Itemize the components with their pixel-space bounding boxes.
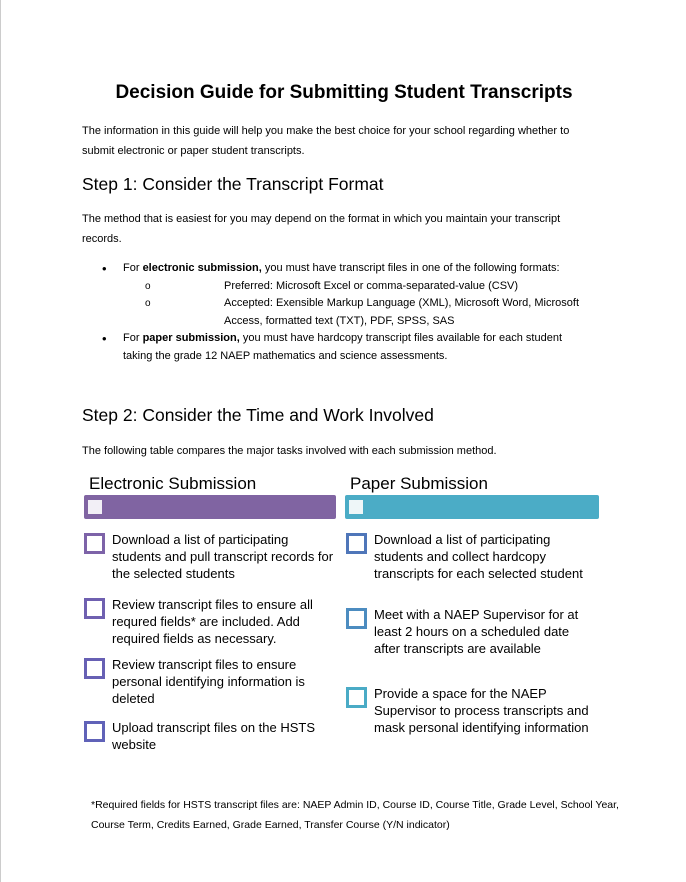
checkbox-icon[interactable]	[84, 658, 105, 679]
paper-task[interactable]	[346, 685, 596, 736]
paper-bar	[345, 495, 599, 519]
checkbox-icon[interactable]	[84, 598, 105, 619]
checkbox-icon[interactable]	[84, 533, 105, 554]
step1-heading: Step 1: Consider the Transcript Format	[82, 174, 384, 194]
checkbox-icon	[349, 500, 363, 514]
task-text: Download a list of participating students and pull transcript records for the selected students	[112, 532, 334, 581]
task-text: Review transcript files to ensure all requred fields* are included. Add required fields as necessary.	[112, 597, 313, 646]
bullet-text: you must have hardcopy transcript files available for each student taking the grade 12 NAEP mathematics and science assessments.	[123, 332, 562, 362]
paper-task[interactable]	[346, 531, 596, 582]
sub-bullet-accepted: o Accepted: Exensible Markup Language (XML), Microsoft Word, Microsoft Access, formatted text (TXT), PDF, SPSS, SAS	[82, 295, 582, 330]
format-list	[82, 260, 582, 365]
electronic-task[interactable]	[84, 531, 334, 582]
paper-task[interactable]	[346, 606, 596, 657]
bullet-text: For	[123, 332, 143, 344]
bullet-bold: electronic submission,	[142, 262, 262, 274]
bullet-text: you must have transcript files in one of the following formats:	[261, 262, 560, 274]
intro-text: The information in this guide will help you make the best choice for your school regarding whether to submit electronic or paper student transcripts.	[82, 125, 570, 157]
checkbox-icon[interactable]	[84, 721, 105, 742]
step1-text: The method that is easiest for you may depend on the format in which you maintain your transcript records.	[82, 213, 561, 245]
task-text: Download a list of participating students and collect hardcopy transcripts for each selected student	[374, 532, 583, 581]
task-text: Provide a space for the NAEP Supervisor to process transcripts and mask personal identifying information	[374, 686, 589, 735]
task-text: Meet with a NAEP Supervisor for at least 2 hours on a scheduled date after transcripts are available	[374, 607, 579, 656]
checkbox-icon[interactable]	[346, 533, 367, 554]
electronic-heading: Electronic Submission	[89, 474, 257, 493]
electronic-bar	[84, 495, 336, 519]
task-text: Review transcript files to ensure personal identifying information is deleted	[112, 657, 305, 706]
bullet-text: For	[123, 262, 143, 274]
electronic-task[interactable]	[84, 656, 334, 707]
electronic-task[interactable]	[84, 719, 334, 753]
checkbox-icon[interactable]	[346, 608, 367, 629]
page-title: Decision Guide for Submitting Student Transcripts	[115, 82, 573, 103]
step2-text: The following table compares the major tasks involved with each submission method.	[82, 445, 497, 457]
checkbox-icon[interactable]	[346, 687, 367, 708]
bullet-paper	[82, 330, 582, 365]
footnote: *Required fields for HSTS transcript files are: NAEP Admin ID, Course ID, Course Title, Grade Level, School Year, Course Term, Credits Earned, Grade Earned, Transfer Course (Y/N indicator)	[91, 799, 619, 831]
checkbox-icon	[88, 500, 102, 514]
paper-heading: Paper Submission	[350, 474, 488, 493]
electronic-task[interactable]	[84, 596, 334, 647]
bullet-electronic	[82, 260, 582, 330]
sub-bullet-preferred: o Preferred: Microsoft Excel or comma-separated-value (CSV)	[82, 278, 582, 296]
task-text: Upload transcript files on the HSTS website	[112, 720, 316, 752]
bullet-bold: paper submission,	[142, 332, 240, 344]
step2-heading: Step 2: Consider the Time and Work Involved	[82, 405, 434, 425]
